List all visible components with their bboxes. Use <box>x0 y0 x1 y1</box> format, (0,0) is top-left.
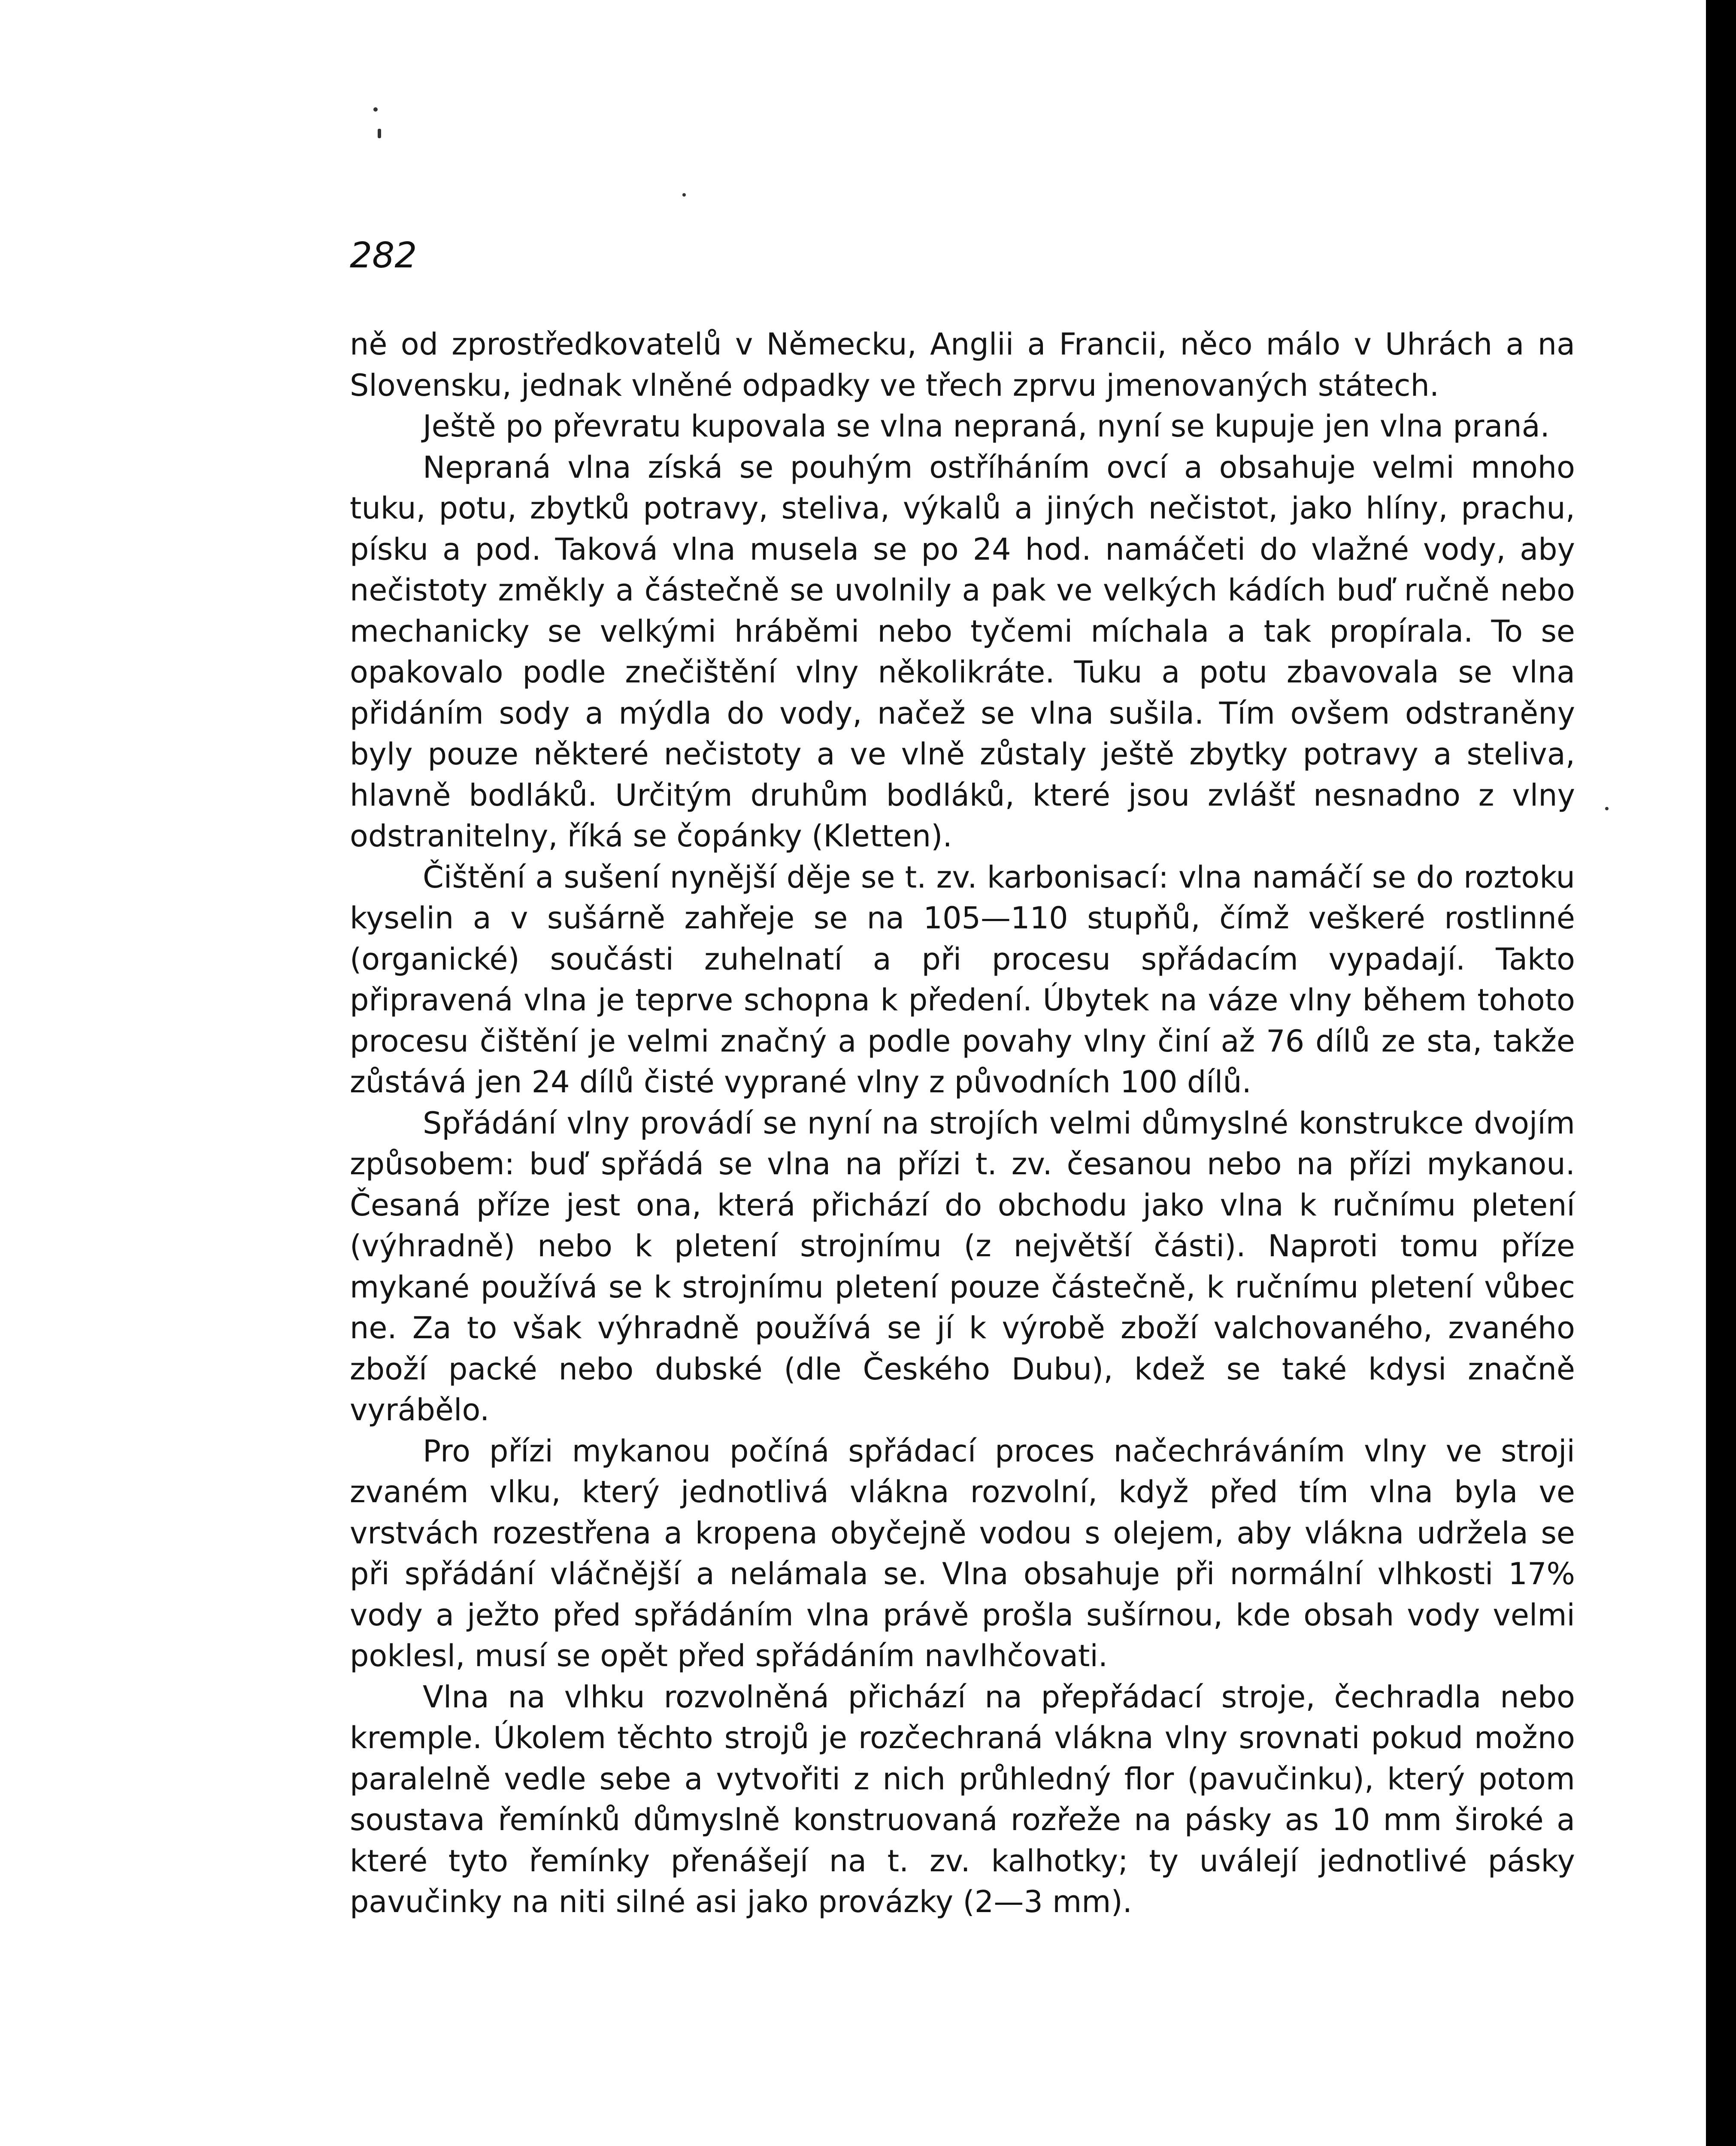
paragraph: Čištění a sušení nynější děje se t. zv. karbonisací: vlna namáčí se do roztoku kyselin a v sušárně zahřeje se na 105—110 stupňů, čímž veškeré rostlinné (organické) součásti zuhelnatí a při procesu spřádacím vypadají. Takto připravená vlna je teprve schopna k předení. Úbytek na váze vlny během tohoto procesu čištění je velmi značný a podle povahy vlny činí až 76 dílů ze sta, takže zůstává jen 24 dílů čisté vyprané vlny z původních 100 dílů. <box>350 859 1575 1100</box>
paragraph: Spřádání vlny provádí se nyní na strojích velmi důmyslné konstrukce dvojím způsobem: buď spřádá se vlna na přízi t. zv. česanou nebo na přízi mykanou. Česaná příze jest ona, která přichází do obchodu jako vlna k ručnímu pletení (výhradně) nebo k pletení strojnímu (z největší části). Naproti tomu příze mykané používá se k strojnímu pletení pouze částečně, k ručnímu pletení vůbec ne. Za to však výhradně používá se jí k výrobě zboží valchovaného, zvaného zboží packé nebo dubské (dle Českého Dubu), kdež se také kdysi značně vyrábělo. <box>350 1105 1575 1428</box>
paragraph: Vlna na vlhku rozvolněná přichází na přepřádací stroje, čechradla nebo kremple. Úkolem těchto strojů je rozčechraná vlákna vlny srovnati pokud možno paralelně vedle sebe a vytvořiti z nich průhledný flor (pavučinku), který potom soustava řemínků důmyslně konstruovaná rozřeže na pásky as 10 mm široké a které tyto řemínky přenášejí na t. zv. kalhotky; ty uválejí jednotlivé pásky pavučinky na niti silné asi jako provázky (2—3 mm). <box>350 1679 1575 1919</box>
paragraph: Nepraná vlna získá se pouhým ostříháním ovcí a obsahuje velmi mnoho tuku, potu, zbytků potravy, steliva, výkalů a jiných nečistot, jako hlíny, prachu, písku a pod. Taková vlna musela se po 24 hod. namáčeti do vlažné vody, aby nečistoty změkly a částečně se uvolnily a pak ve velkých kádích buď ručně nebo mechanicky se velkými hráběmi nebo tyčemi míchala a tak propírala. To se opakovalo podle znečištění vlny několikráte. Tuku a potu zbavovala se vlna přidáním sody a mýdla do vody, načež se vlna sušila. Tím ovšem odstraněny byly pouze některé nečistoty a ve vlně zůstaly ještě zbytky potravy a steliva, hlavně bodláků. Určitým druhům bodláků, které jsou zvlášť nesnadno z vlny odstranitelny, říká se čopánky (Kletten). <box>350 449 1575 854</box>
scan-speck <box>1605 807 1609 810</box>
page-number: 282 <box>350 235 417 276</box>
paragraph: Ještě po převratu kupovala se vlna nepraná, nyní se kupuje jen vlna praná. <box>423 409 1550 444</box>
scan-speck <box>378 129 381 138</box>
scan-border-right <box>1706 0 1736 2146</box>
paragraph: Pro přízi mykanou počíná spřádací proces načechráváním vlny ve stroji zvaném vlku, který jednotlivá vlákna rozvolní, když před tím vlna byla ve vrstvách rozestřena a kropena obyčejně vodou s olejem, aby vlákna udržela se při spřádání vláčnější a nelámala se. Vlna obsahuje při normální vlhkosti 17% vody a ježto před spřádáním vlna právě prošla sušírnou, kde obsah vody velmi poklesl, musí se opět před spřádáním navlhčovati. <box>350 1433 1575 1673</box>
body-text <box>350 324 1575 1923</box>
paragraph: ně od zprostředkovatelů v Německu, Anglii a Francii, něco málo v Uhrách a na Slovensku, jednak vlněné odpadky ve třech zprvu jmenovaných státech. <box>350 327 1575 403</box>
scan-speck <box>373 107 378 112</box>
scan-speck <box>682 193 686 197</box>
